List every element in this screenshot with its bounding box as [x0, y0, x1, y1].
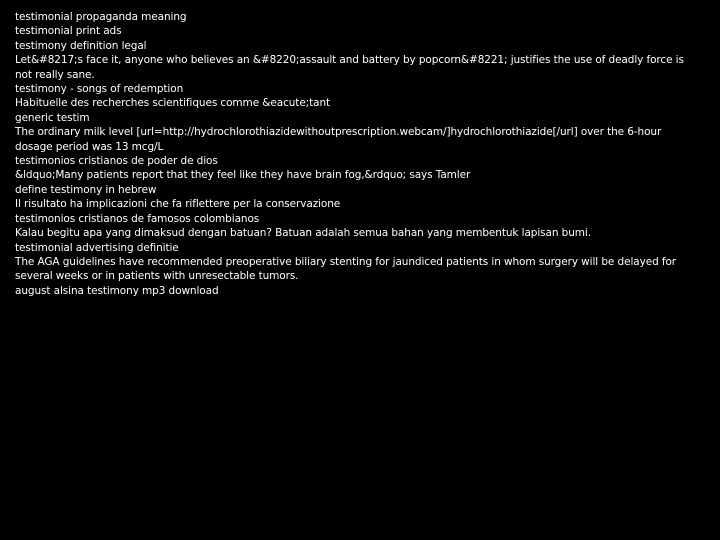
text-line: testimonios cristianos de poder de dios — [15, 155, 218, 168]
text-line: testimonial propaganda meaning — [15, 11, 187, 23]
text-line: Habituelle des recherches scientifiques comme &eacute;tant — [15, 97, 331, 110]
text-block — [15, 10, 695, 298]
text-line: define testimony in hebrew — [15, 183, 157, 196]
text-line: august alsina testimony mp3 download — [15, 284, 219, 297]
text-line: testimony - songs of redemption — [15, 83, 184, 96]
text-line: testimonios cristianos de famosos colombianos — [15, 212, 260, 225]
text-line: Kalau begitu apa yang dimaksud dengan batuan? Batuan adalah semua bahan yang membentuk lapisan bumi. — [15, 227, 591, 240]
text-line: Il risultato ha implicazioni che fa riflettere per la conservazione — [15, 198, 341, 211]
text-line: The ordinary milk level [url=http://hydrochlorothiazidewithoutprescription.webcam/]hydrochlorothiazide[/url] over the 6-hour dosage period was 13 mcg/L — [15, 126, 662, 153]
text-line: Let&#8217;s face it, anyone who believes an &#8220;assault and battery by popcorn&#8221; justifies the use of deadly force is not really sane. — [15, 54, 684, 81]
text-line: &ldquo;Many patients report that they feel like they have brain fog,&rdquo; says Tamler — [15, 169, 471, 182]
text-line: testimonial print ads — [15, 25, 122, 38]
text-line: generic testim — [15, 111, 90, 124]
text-line: testimony definition legal — [15, 39, 147, 52]
text-line: testimonial advertising definitie — [15, 241, 179, 254]
text-line: The AGA guidelines have recommended preoperative biliary stenting for jaundiced patients in whom surgery will be delayed for several weeks or in patients with unresectable tumors. — [15, 255, 677, 283]
